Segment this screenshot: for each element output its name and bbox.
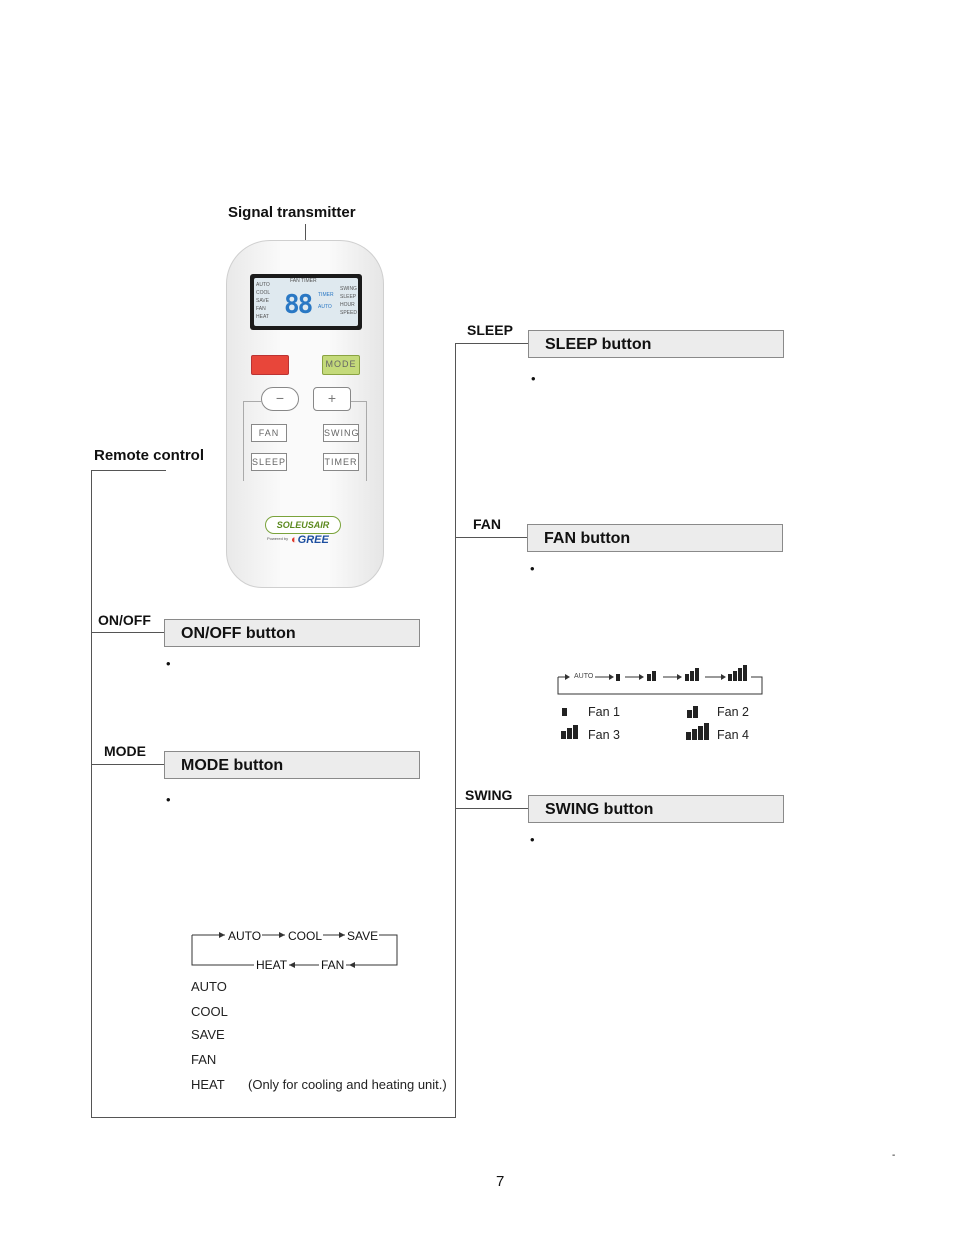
mode-button-box: MODE button — [164, 751, 420, 779]
fan-cycle-auto: AUTO — [574, 673, 594, 680]
fan4-bars-icon — [685, 723, 713, 740]
fan3-bars-icon — [560, 724, 582, 739]
lcd-top-text: FAN TIMER — [290, 278, 317, 284]
lcd-auto-text: AUTO — [318, 304, 332, 310]
gree-logo-icon: ◐ — [291, 534, 298, 546]
powered-by-text: Powered by — [267, 536, 289, 541]
mode-cycle-save: SAVE — [347, 929, 379, 943]
gree-logo-text: GREE — [297, 534, 329, 546]
mode-list-auto: AUTO — [191, 979, 227, 994]
swing-label: SWING — [465, 787, 513, 803]
swing-connector — [455, 808, 528, 809]
mode-cycle-cool: COOL — [288, 929, 323, 943]
lcd-mode-auto: AUTO — [256, 282, 270, 288]
onoff-connector — [91, 632, 164, 633]
lcd-sleep-text: SLEEP — [340, 294, 357, 300]
lcd-speed-text: SPEED — [340, 310, 357, 316]
mode-cycle-heat: HEAT — [256, 958, 288, 972]
bottom-frame-line — [91, 1117, 456, 1118]
gree-logo — [291, 534, 329, 546]
mode-label: MODE — [104, 743, 146, 759]
fan2-label: Fan 2 — [717, 705, 749, 719]
page-number: 7 — [496, 1173, 505, 1190]
lcd-mode-fan: FAN — [256, 306, 266, 312]
sleep-label: SLEEP — [467, 322, 513, 338]
lcd-digits: 88 — [284, 290, 312, 320]
remote-label-underline — [91, 470, 166, 471]
remote-mode-button[interactable]: MODE — [322, 355, 360, 375]
fan1-label: Fan 1 — [588, 705, 620, 719]
lcd-display — [250, 274, 362, 330]
mode-heat-note: (Only for cooling and heating unit.) — [248, 1077, 447, 1092]
swing-button-box: SWING button — [528, 795, 784, 823]
remote-plus-button[interactable]: + — [313, 387, 351, 411]
mode-list-cool: COOL — [191, 1004, 228, 1019]
fan-bullet: • — [530, 561, 535, 576]
swing-bullet: • — [530, 832, 535, 847]
lcd-mode-save: SAVE — [256, 298, 269, 304]
mode-cycle-fan: FAN — [321, 958, 345, 972]
fan-label: FAN — [473, 516, 501, 532]
sleep-bullet: • — [531, 371, 536, 386]
mode-bullet: • — [166, 792, 171, 807]
remote-onoff-button[interactable] — [251, 355, 289, 375]
fan1-bars-icon — [561, 705, 571, 717]
mode-connector — [91, 764, 164, 765]
remote-button-frame-right — [366, 401, 367, 481]
lcd-hour-text: HOUR — [340, 302, 355, 308]
remote-control-label: Remote control — [94, 447, 205, 464]
signal-leader-line — [305, 224, 306, 240]
remote-button-frame-left — [243, 401, 244, 481]
lcd-mode-cool: COOL — [256, 290, 271, 296]
right-frame-line — [455, 343, 456, 1118]
remote-fan-button[interactable]: FAN — [251, 424, 287, 442]
mode-list-save: SAVE — [191, 1027, 225, 1042]
sleep-button-box: SLEEP button — [528, 330, 784, 358]
left-frame-line — [91, 470, 92, 1118]
remote-button-frame-top-right — [351, 401, 367, 402]
fan-connector — [455, 537, 527, 538]
fan-button-box: FAN button — [527, 524, 783, 552]
corner-mark: - — [892, 1150, 896, 1161]
lcd-swing-text: SWING — [340, 286, 357, 292]
remote-minus-button[interactable]: − — [261, 387, 299, 411]
remote-timer-button[interactable]: TIMER — [323, 453, 359, 471]
remote-control-illustration — [226, 240, 384, 588]
remote-sleep-button[interactable]: SLEEP — [251, 453, 287, 471]
fan4-label: Fan 4 — [717, 728, 749, 742]
mode-cycle-auto: AUTO — [228, 929, 262, 943]
sleep-connector — [455, 343, 528, 344]
onoff-label: ON/OFF — [98, 612, 151, 628]
onoff-button-box: ON/OFF button — [164, 619, 420, 647]
remote-swing-button[interactable]: SWING — [323, 424, 359, 442]
lcd-mode-heat: HEAT — [256, 314, 269, 320]
mode-list-fan: FAN — [191, 1052, 217, 1067]
soleusair-logo: SOLEUSAIR — [265, 516, 341, 534]
fan-cycle-diagram — [555, 664, 767, 698]
lcd-timer-text: TIMER — [318, 292, 334, 298]
remote-button-frame-top-left — [243, 401, 261, 402]
fan3-label: Fan 3 — [588, 728, 620, 742]
signal-transmitter-label: Signal transmitter — [228, 204, 356, 221]
fan2-bars-icon — [686, 705, 702, 718]
mode-list-heat: HEAT — [191, 1077, 225, 1092]
onoff-bullet: • — [166, 656, 171, 671]
